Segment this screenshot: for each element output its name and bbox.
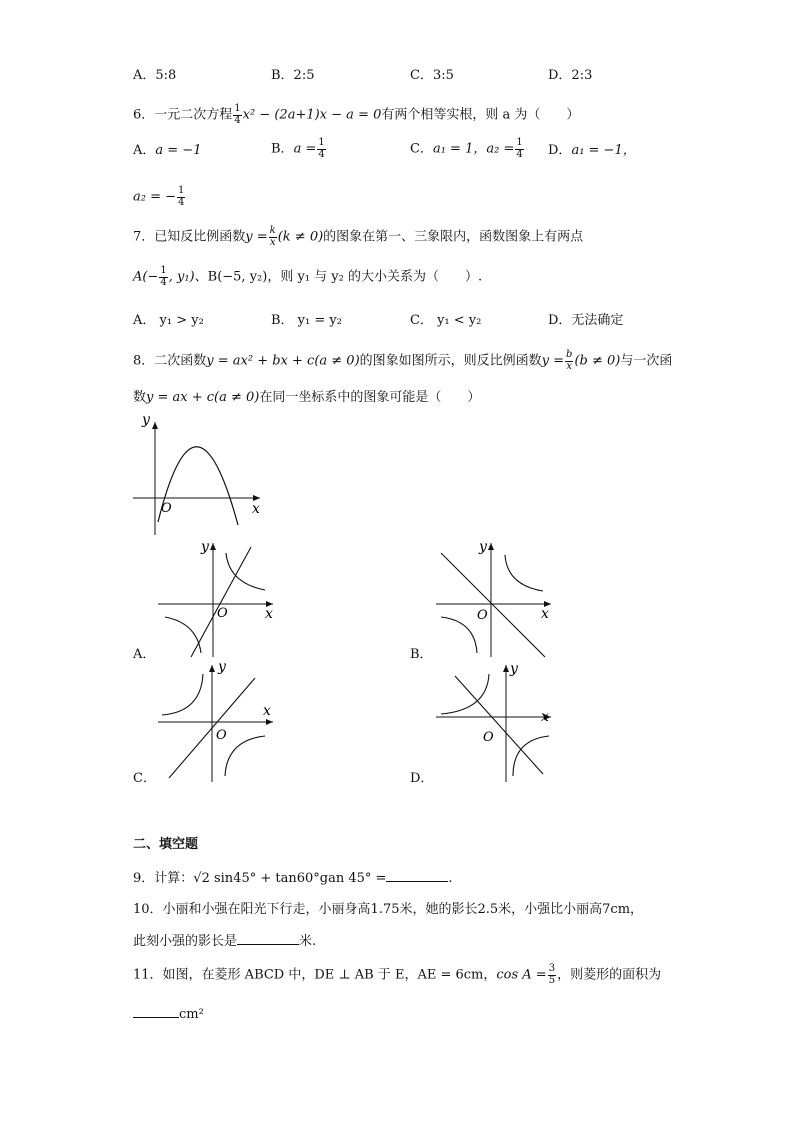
q6-option-b-num: 1 bbox=[318, 137, 325, 148]
x-axis-arrow bbox=[266, 719, 273, 725]
q6-option-c-label: C． bbox=[410, 141, 433, 157]
y-axis-arrow bbox=[503, 665, 509, 672]
q11-line1 bbox=[133, 964, 661, 986]
q7-points bbox=[133, 266, 482, 288]
q11-unit: cm² bbox=[179, 1007, 204, 1022]
q9 bbox=[133, 872, 453, 885]
y-axis-arrow bbox=[210, 543, 216, 550]
y-label: y bbox=[142, 412, 150, 428]
q7-option-b: B． y₁ = y₂ bbox=[271, 313, 342, 328]
q8-fn2-left: y = bbox=[541, 353, 565, 369]
q8-stem-line1 bbox=[133, 350, 672, 372]
y-axis-arrow bbox=[488, 543, 494, 550]
hyperbola-branch-q1 bbox=[226, 553, 265, 590]
q8-option-c-label: C． bbox=[133, 771, 156, 786]
q8-fn2-fraction bbox=[565, 350, 573, 372]
q6-tail: 有两个相等实根，则 a 为（ ） bbox=[381, 107, 580, 123]
origin-label: O bbox=[161, 501, 172, 516]
q10-line1: 10．小丽和小强在阳光下行走，小丽身高1.75米，她的影长2.5米，小强比小丽高7cm， bbox=[133, 902, 644, 917]
hyperbola-branch-q3 bbox=[441, 617, 477, 653]
q9-tail: . bbox=[448, 871, 453, 886]
x-label: x bbox=[252, 501, 260, 517]
q6-option-d-label: D． bbox=[548, 143, 572, 158]
q6-option-c-den: 4 bbox=[516, 148, 523, 160]
hyperbola-branch-q4 bbox=[225, 736, 265, 776]
q11-cos-den: 5 bbox=[548, 974, 556, 986]
origin-label: O bbox=[483, 730, 494, 745]
hyperbola-branch-q4 bbox=[513, 736, 549, 776]
q6-option-d-num: 1 bbox=[178, 185, 185, 196]
y-axis-arrow bbox=[209, 665, 215, 672]
q11-cos-num: 3 bbox=[548, 963, 556, 974]
q7-line1-tail: 的图象在第一、三象限内，函数图象上有两点 bbox=[323, 229, 584, 245]
x-label: x bbox=[263, 703, 271, 719]
q6-option-b-expr: a = bbox=[293, 141, 317, 157]
q7-stem bbox=[133, 226, 583, 248]
origin-label: O bbox=[217, 606, 228, 621]
q8-mid: 的图象如图所示，则反比例函数 bbox=[359, 353, 542, 369]
q7-option-a: A． y₁ > y₂ bbox=[133, 313, 204, 328]
q10-line2-tail: 米. bbox=[299, 934, 317, 949]
q8-line1-tail: 与一次函 bbox=[620, 353, 673, 369]
x-label: x bbox=[541, 709, 549, 725]
q8-option-d-label: D． bbox=[410, 771, 434, 786]
y-label: y bbox=[201, 539, 209, 555]
q8-stem-line2 bbox=[133, 391, 480, 404]
q8-option-a-label: A． bbox=[133, 647, 156, 662]
q6-option-d-fraction bbox=[177, 186, 185, 208]
q11-line2 bbox=[133, 1008, 204, 1021]
q5-option-b: B．2:5 bbox=[271, 68, 315, 83]
q7-fn-cond: (k ≠ 0) bbox=[277, 229, 324, 245]
q6-option-d-expr1: a₁ = −1， bbox=[571, 143, 636, 158]
q8-linear: y = ax + c(a ≠ 0) bbox=[146, 390, 260, 405]
q6-option-d bbox=[548, 144, 636, 157]
linear-line bbox=[441, 553, 545, 657]
q7-point-a-num: 1 bbox=[160, 265, 167, 276]
q8-line2-tail: 在同一坐标系中的图象可能是（ ） bbox=[259, 390, 481, 405]
q8-fn2-cond: (b ≠ 0) bbox=[574, 353, 621, 369]
q7-option-c: C． y₁ < y₂ bbox=[410, 313, 482, 328]
q8-option-d-graph bbox=[433, 660, 558, 785]
y-label: y bbox=[510, 661, 518, 677]
q6-option-d-cont bbox=[133, 186, 186, 208]
q8-head: 8．二次函数 bbox=[133, 353, 207, 369]
q6-coef-den: 4 bbox=[234, 114, 241, 126]
q6-option-a-label: A． bbox=[133, 143, 156, 158]
q8-option-c-graph bbox=[155, 660, 280, 785]
q11-tail: ，则菱形的面积为 bbox=[557, 967, 662, 983]
q9-answer-blank[interactable] bbox=[386, 881, 448, 882]
q6-option-d-den: 4 bbox=[178, 196, 185, 208]
q10-answer-blank[interactable] bbox=[237, 944, 299, 945]
q6-option-b-label: B． bbox=[271, 141, 294, 157]
q6-coef-fraction bbox=[233, 104, 241, 126]
q7-option-d: D．无法确定 bbox=[548, 313, 624, 328]
q8-option-b-label: B． bbox=[410, 647, 433, 662]
y-label: y bbox=[218, 660, 226, 675]
q9-expr: √2 sin45° + tan60°gan 45° = bbox=[193, 871, 387, 886]
q7-fn-num: k bbox=[269, 225, 276, 236]
q6-option-b-fraction bbox=[317, 138, 325, 160]
q11-cos: cos A = bbox=[496, 967, 547, 983]
section-2-title: 二、填空题 bbox=[133, 837, 199, 852]
q8-quadratic: y = ax² + bx + c(a ≠ 0) bbox=[206, 353, 360, 369]
x-label: x bbox=[265, 606, 273, 622]
q8-option-a-graph bbox=[155, 535, 280, 660]
hyperbola-branch-q2 bbox=[162, 674, 203, 715]
q5-option-d: D．2:3 bbox=[548, 68, 593, 83]
q7-fn-fraction bbox=[269, 226, 277, 248]
q11-answer-blank[interactable] bbox=[133, 1017, 179, 1018]
q7-point-a-tail: , y₁) bbox=[168, 269, 195, 285]
q8-fn2-num: b bbox=[566, 349, 573, 360]
x-label: x bbox=[541, 606, 549, 622]
q9-head: 9．计算： bbox=[133, 871, 194, 886]
q8-line2-head: 数 bbox=[133, 390, 147, 405]
q6-expr: x² − (2a+1)x − a = 0 bbox=[242, 107, 382, 123]
y-axis-arrow bbox=[152, 422, 158, 429]
q5-option-a: A．5:8 bbox=[133, 68, 177, 83]
q10-line2 bbox=[133, 935, 316, 948]
q10-line2-head: 此刻小强的影长是 bbox=[133, 934, 238, 949]
q6-option-c-num: 1 bbox=[516, 137, 523, 148]
q6-option-c-fraction bbox=[515, 138, 523, 160]
q6-option-c bbox=[410, 138, 525, 160]
hyperbola-branch-q1 bbox=[505, 555, 543, 591]
q7-point-a-fraction bbox=[159, 266, 167, 288]
q7-fn-left: y = bbox=[245, 229, 268, 245]
q7-point-b: 、B(−5, y₂)，则 y₁ 与 y₂ 的大小关系为（ ）. bbox=[194, 269, 483, 285]
q5-option-c: C．3:5 bbox=[410, 68, 454, 83]
linear-line bbox=[455, 676, 543, 774]
q6-option-b-den: 4 bbox=[318, 148, 325, 160]
origin-label: O bbox=[216, 728, 227, 743]
q6-stem bbox=[133, 104, 579, 126]
q8-option-b-graph bbox=[433, 535, 558, 660]
q7-point-a-head: A(− bbox=[133, 269, 159, 285]
q11-head: 11．如图，在菱形 ABCD 中，DE ⊥ AB 于 E，AE = 6cm， bbox=[133, 967, 497, 983]
q6-option-b bbox=[271, 138, 327, 160]
q6-option-d-expr2: a₂ = − bbox=[133, 189, 177, 205]
q6-option-a-expr: a = −1 bbox=[155, 143, 202, 158]
q6-option-a bbox=[133, 144, 201, 157]
y-label: y bbox=[479, 539, 487, 555]
q7-fn-den: x bbox=[269, 236, 276, 248]
q8-fn2-den: x bbox=[566, 360, 573, 372]
origin-label: O bbox=[477, 608, 488, 623]
q6-coef-num: 1 bbox=[234, 103, 241, 114]
q8-parabola-graph bbox=[128, 410, 268, 540]
q11-cos-fraction bbox=[548, 964, 556, 986]
linear-line bbox=[191, 547, 251, 657]
q7-head: 7．已知反比例函数 bbox=[133, 229, 246, 245]
hyperbola-branch-q2 bbox=[441, 674, 489, 714]
q6-option-c-expr: a₁ = 1，a₂ = bbox=[432, 141, 515, 157]
q6-number: 6．一元二次方程 bbox=[133, 107, 233, 123]
q7-point-a-den: 4 bbox=[160, 276, 167, 288]
